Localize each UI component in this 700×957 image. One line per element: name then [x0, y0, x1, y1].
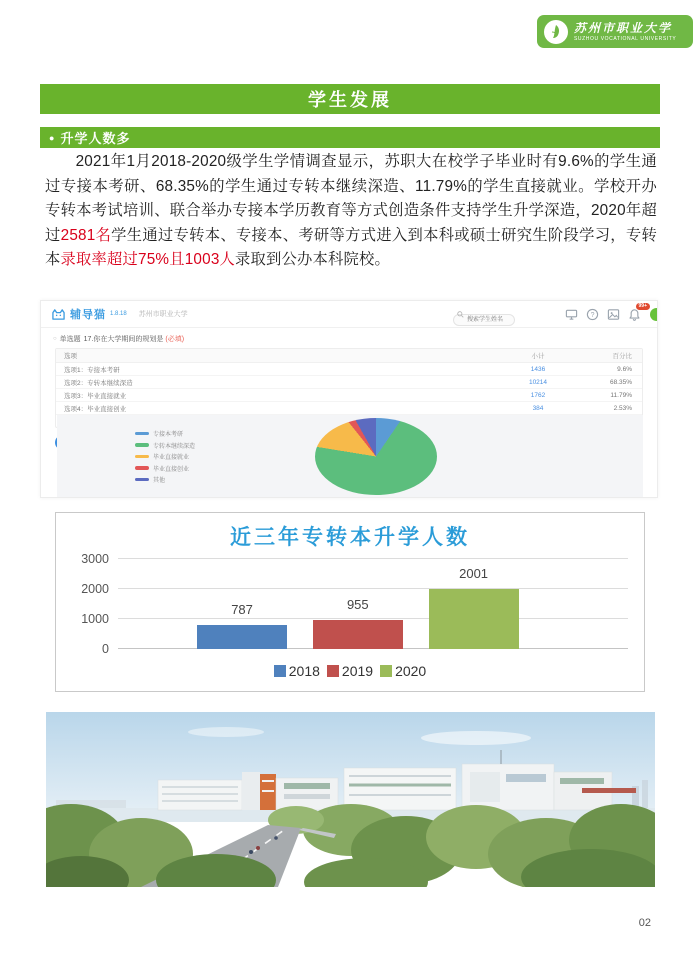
legend-year-label: 2019: [341, 663, 374, 679]
survey-table-row: [56, 388, 642, 401]
pie-legend-item: [135, 441, 195, 450]
campus-photo: [46, 712, 655, 887]
legend-label: 其他: [153, 478, 166, 484]
gridline: [118, 588, 628, 589]
legend-color-square: [327, 665, 339, 677]
column-header-option: 选项: [64, 353, 77, 360]
question-required-flag: (必填): [165, 336, 185, 343]
help-icon[interactable]: [586, 308, 599, 321]
row-percent-value: 2.53%: [613, 404, 632, 412]
legend-year-label: 2018: [288, 663, 320, 679]
pie-legend-item: [135, 452, 195, 461]
question-type-label: 单选题: [59, 336, 81, 343]
user-avatar[interactable]: [650, 308, 658, 321]
app-version: 1.8.18: [110, 311, 127, 317]
pie-legend-item: [135, 464, 195, 473]
bar-legend-item: [380, 663, 426, 679]
pie-legend-item: [135, 429, 195, 438]
survey-table-row: [56, 401, 642, 414]
column-header-count: 小计: [531, 353, 545, 360]
pie-legend: [135, 427, 195, 487]
bar-legend-item: [274, 663, 320, 679]
legend-label: 专转本继续深造: [153, 443, 196, 450]
row-count-value[interactable]: 10214: [528, 378, 548, 386]
row-count-value[interactable]: 384: [532, 404, 544, 412]
row-option-label: 选项3：毕业直接就业: [64, 392, 127, 400]
bar-chart-legend: [56, 663, 644, 679]
row-percent-value: 11.79%: [610, 391, 632, 399]
bullet-icon: ●: [49, 132, 56, 143]
legend-label: 毕业直接就业: [153, 455, 190, 461]
app-header: [41, 301, 657, 328]
bell-icon[interactable]: [628, 302, 647, 321]
survey-question: [53, 334, 645, 344]
legend-color-mark: [135, 478, 149, 482]
y-axis-tick: 3000: [81, 552, 109, 566]
row-percent-value: 9.6%: [617, 365, 632, 373]
legend-color-mark: [135, 443, 149, 447]
row-count-value[interactable]: 1762: [530, 391, 546, 399]
svg-text:?: ?: [590, 311, 595, 319]
radio-icon: ○: [53, 336, 57, 342]
row-option-label: 选项4：毕业直接创业: [64, 405, 127, 413]
notification-badge: 99+: [636, 303, 650, 310]
highlighted-text: 2581名: [60, 226, 112, 244]
paragraph-text: 录取到公办本科院校。: [235, 251, 391, 268]
survey-app-screenshot: [40, 300, 658, 498]
body-paragraph: [45, 150, 657, 273]
cat-logo-icon: [51, 308, 66, 321]
section-header: [40, 127, 660, 148]
university-name: [574, 22, 676, 42]
bar-value-label: 787: [231, 602, 253, 618]
bar-2020: [429, 589, 519, 649]
gridline: [118, 618, 628, 619]
search-box[interactable]: [453, 308, 515, 320]
bar-2019: [313, 620, 403, 649]
pie-chart: [315, 418, 437, 495]
row-count-value[interactable]: 1436: [530, 365, 546, 373]
legend-color-mark: [135, 432, 149, 436]
app-logo: [51, 306, 188, 322]
table-header-row: [56, 349, 642, 363]
image-icon[interactable]: [607, 308, 620, 321]
row-percent-value: 68.35%: [609, 378, 632, 386]
app-name: 辅导猫: [70, 309, 106, 321]
legend-color-square: [380, 665, 392, 677]
bar-chart-plot: [81, 552, 628, 656]
university-emblem-icon: [544, 20, 568, 44]
question-text: 17.你在大学期间的规划是: [83, 336, 164, 343]
pie-legend-item: [135, 475, 195, 484]
page-number: 02: [638, 917, 651, 929]
gridline: [118, 558, 628, 559]
university-name-en: SUZHOU VOCATIONAL UNIVERSITY: [574, 35, 677, 42]
legend-label: 专接本考研: [153, 432, 184, 438]
legend-color-mark: [135, 455, 149, 459]
bar-legend-item: [327, 663, 373, 679]
search-icon: [457, 311, 464, 318]
pie-chart-area: [57, 415, 643, 498]
legend-year-label: 2020: [395, 663, 427, 679]
y-axis-tick: 1000: [81, 612, 109, 627]
legend-label: 毕业直接创业: [153, 466, 190, 473]
app-org-name: 苏州市职业大学: [138, 311, 188, 318]
legend-color-mark: [135, 466, 149, 470]
row-option-label: 选项2：专转本继续深造: [64, 379, 133, 387]
legend-color-square: [274, 665, 286, 677]
bar-2018: [197, 625, 287, 649]
column-header-percent: 百分比: [612, 353, 632, 360]
app-header-right: [453, 302, 647, 321]
monitor-icon[interactable]: [565, 308, 578, 321]
paragraph-text: 学生通过专转本、专接本、考研等方式进入到本科或硕士研究生阶段学习，专转本: [45, 226, 657, 268]
bar-chart-title: 近三年专转本升学人数: [230, 525, 470, 549]
row-option-label: 选项1：专接本考研: [64, 366, 120, 374]
page-title: 学生发展: [40, 84, 660, 114]
paragraph-text: 2021年1月2018-2020级学生学情调查显示，苏职大在校学子毕业时有9.6%的学生通过专接本考研、68.35%的学生通过专转本继续深造、11.79%的学生直接就业。学校开办专转本考试培训、联合举办专接本学历教育等方式创造条件支持学生升学深造，2020年超过: [45, 153, 657, 244]
y-axis-tick: 2000: [81, 582, 109, 597]
bar-value-label: 2001: [459, 565, 489, 581]
survey-table-row: [56, 375, 642, 388]
header-icons: [557, 302, 647, 321]
highlighted-text: 录取率超过75%且1003人: [60, 251, 236, 268]
university-name-cn: 苏州市职业大学: [574, 21, 673, 35]
section-title: 升学人数多: [60, 131, 131, 146]
bar-value-label: 955: [346, 597, 369, 613]
bar-chart-panel: [55, 512, 645, 692]
survey-table-row: [56, 363, 642, 375]
university-logo-badge: [537, 15, 693, 48]
y-axis-tick: 0: [102, 642, 109, 656]
